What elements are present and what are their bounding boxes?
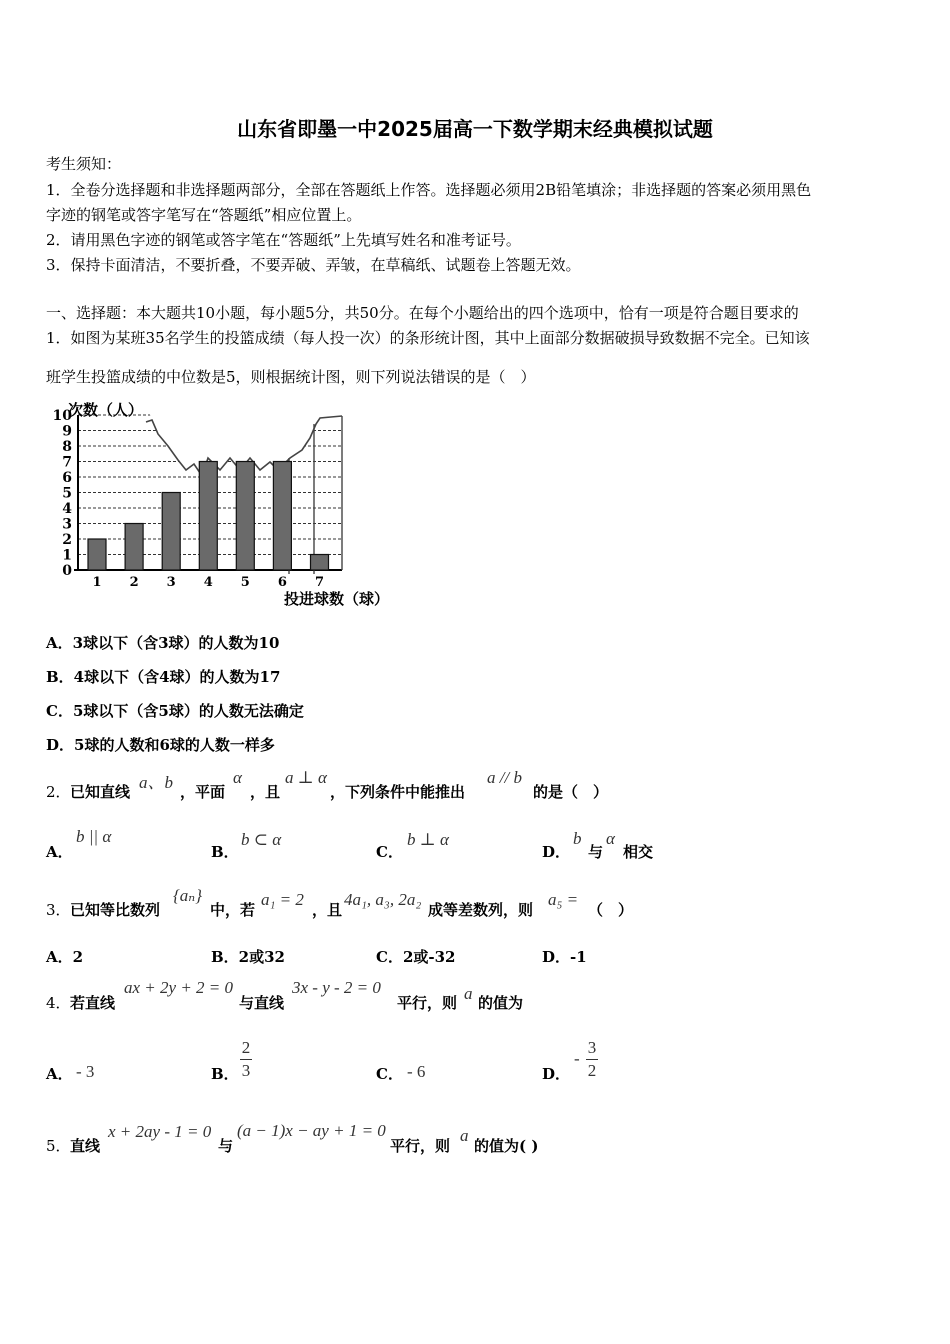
q4-option-a-math: - 3 bbox=[76, 1062, 95, 1081]
q4-text: 与直线 bbox=[239, 994, 285, 1012]
q4-text: 的值为 bbox=[478, 994, 524, 1012]
q2-option-d-label: D． bbox=[542, 843, 571, 861]
q2-option-d-text: 与 bbox=[588, 843, 604, 861]
fraction-numerator: 2 bbox=[241, 1038, 251, 1057]
q4-option-b-fraction bbox=[240, 1038, 252, 1081]
q3-text: 已知等比数列 bbox=[70, 901, 161, 919]
y-tick-label: 8 bbox=[62, 439, 72, 455]
q4-option-c-math: - 6 bbox=[407, 1062, 426, 1081]
bar-1 bbox=[88, 539, 106, 570]
notice-item: 字迹的钢笔或答字笔写在“答题纸”相应位置上。 bbox=[46, 206, 362, 224]
q2-math: a、b bbox=[139, 773, 173, 792]
q5-text: 平行，则 bbox=[390, 1137, 451, 1155]
fraction-denominator: 2 bbox=[587, 1061, 597, 1080]
q4-number: 4． bbox=[46, 994, 71, 1012]
q2-text: ，且 bbox=[250, 783, 281, 801]
q3-math: {aₙ} bbox=[173, 886, 202, 905]
q5-math: (a − 1)x − ay + 1 = 0 bbox=[237, 1121, 386, 1140]
q1-line2: 班学生投篮成绩的中位数是5，则根据统计图，则下列说法错误的是（ ） bbox=[46, 368, 536, 386]
q3-text: ，且 bbox=[312, 901, 343, 919]
x-tick-label: 3 bbox=[166, 575, 176, 590]
bar-7 bbox=[311, 555, 329, 571]
notice-item: 2．请用黑色字迹的钢笔或答字笔在“答题纸”上先填写姓名和准考证号。 bbox=[46, 231, 521, 249]
bar-2 bbox=[125, 524, 143, 571]
x-tick-label: 5 bbox=[240, 575, 250, 590]
bar-5 bbox=[236, 462, 254, 571]
q3-math: a₅ = bbox=[548, 890, 579, 909]
q1-option-a: A．3球以下（含3球）的人数为10 bbox=[46, 634, 280, 652]
q4-text: 若直线 bbox=[70, 994, 116, 1012]
q3-number: 3． bbox=[46, 901, 71, 919]
q2-option-d-math: α bbox=[606, 829, 615, 848]
fraction-denominator: 3 bbox=[241, 1061, 251, 1080]
y-tick-label: 6 bbox=[62, 470, 72, 486]
y-tick-label: 7 bbox=[62, 454, 72, 471]
x-tick-label: 1 bbox=[92, 575, 102, 590]
notice-heading: 考生须知： bbox=[46, 155, 122, 173]
chart-y-ticks bbox=[53, 408, 73, 579]
q4-option-d-label: D． bbox=[542, 1065, 571, 1083]
y-tick-label: 2 bbox=[62, 532, 72, 548]
bar-4 bbox=[199, 462, 217, 571]
y-tick-label: 9 bbox=[62, 423, 72, 440]
y-tick-label: 5 bbox=[62, 485, 72, 502]
q2-math: α bbox=[233, 768, 242, 787]
x-tick-label: 2 bbox=[129, 575, 139, 590]
q1-line1: 1．如图为某班35名学生的投篮成绩（每人投一次）的条形统计图，其中上面部分数据破损导致数据不完全。已知该 bbox=[46, 329, 810, 347]
chart-x-ticks bbox=[92, 575, 324, 590]
q2-option-c-label: C． bbox=[376, 843, 403, 861]
q2-option-c-math: b ⊥ α bbox=[407, 830, 449, 849]
q2-text: ，下列条件中能推出 bbox=[330, 783, 466, 801]
q5-text: 与 bbox=[218, 1137, 234, 1155]
y-tick-label: 4 bbox=[62, 501, 72, 517]
q3-text: （ ） bbox=[588, 901, 634, 919]
q3-math: 4a₁, a₃, 2a₂ bbox=[344, 890, 422, 909]
q3-option-d: D．-1 bbox=[542, 948, 587, 966]
y-tick-label: 0 bbox=[62, 563, 72, 579]
q2-option-b-math: b ⊂ α bbox=[241, 830, 282, 849]
bar-chart bbox=[44, 398, 414, 610]
fraction-bar bbox=[240, 1059, 252, 1060]
bar-3 bbox=[162, 493, 180, 571]
q4-option-c-label: C． bbox=[376, 1065, 403, 1083]
q5-text: 直线 bbox=[70, 1137, 101, 1155]
q2-math: a // b bbox=[487, 768, 522, 787]
q2-option-d-math: b bbox=[573, 829, 582, 848]
q4-math: a bbox=[464, 984, 473, 1003]
y-tick-label: 3 bbox=[62, 516, 72, 533]
q3-option-b: B．2或32 bbox=[211, 948, 285, 966]
q2-text: 的是（ ） bbox=[533, 783, 609, 801]
q4-option-d-fraction bbox=[586, 1038, 598, 1081]
q3-text: 成等差数列，则 bbox=[428, 901, 534, 919]
chart-y-label: 次数（人） bbox=[68, 401, 144, 419]
q2-number: 2． bbox=[46, 783, 71, 801]
chart-bars bbox=[88, 462, 329, 571]
page-title: 山东省即墨一中2025届高一下数学期末经典模拟试题 bbox=[237, 117, 713, 141]
q2-text: 已知直线 bbox=[70, 783, 131, 801]
q2-option-a-label: A． bbox=[46, 843, 73, 861]
q2-text: ，平面 bbox=[180, 783, 226, 801]
q3-text: 中，若 bbox=[210, 901, 256, 919]
q5-text: 的值为( ) bbox=[474, 1137, 539, 1155]
q5-number: 5． bbox=[46, 1137, 71, 1155]
y-tick-label: 10 bbox=[52, 408, 72, 424]
q2-option-a-math: b || α bbox=[76, 827, 112, 846]
q3-math: a₁ = 2 bbox=[261, 890, 304, 909]
q2-option-b-label: B． bbox=[211, 843, 239, 861]
fraction-bar bbox=[586, 1059, 598, 1060]
notice-item: 3．保持卡面清洁，不要折叠，不要弄破、弄皱，在草稿纸、试题卷上答题无效。 bbox=[46, 256, 581, 274]
q1-option-b: B．4球以下（含4球）的人数为17 bbox=[46, 668, 281, 686]
x-tick-label: 6 bbox=[277, 575, 287, 590]
q1-option-d: D．5球的人数和6球的人数一样多 bbox=[46, 736, 275, 754]
notice-item: 1．全卷分选择题和非选择题两部分，全部在答题纸上作答。选择题必须用2B铅笔填涂；非选择题的答案必须用黑色 bbox=[46, 181, 812, 199]
q4-option-a-label: A． bbox=[46, 1065, 73, 1083]
q4-option-d-sign: - bbox=[574, 1049, 580, 1068]
fraction-numerator: 3 bbox=[587, 1038, 597, 1057]
q4-option-b-label: B． bbox=[211, 1065, 239, 1083]
bar-6 bbox=[273, 462, 291, 571]
x-tick-label: 7 bbox=[314, 575, 325, 590]
q4-text: 平行，则 bbox=[397, 994, 458, 1012]
q1-option-c: C．5球以下（含5球）的人数无法确定 bbox=[46, 702, 304, 720]
y-tick-label: 1 bbox=[62, 547, 72, 564]
q3-option-a: A．2 bbox=[46, 948, 84, 966]
q2-option-d-text: 相交 bbox=[623, 843, 654, 861]
q3-option-c: C．2或-32 bbox=[376, 948, 456, 966]
section-heading: 一、选择题：本大题共10小题，每小题5分，共50分。在每个小题给出的四个选项中，恰有一项是符合题目要求的 bbox=[46, 304, 799, 322]
q4-math: 3x - y - 2 = 0 bbox=[292, 978, 381, 997]
q4-math: ax + 2y + 2 = 0 bbox=[124, 978, 234, 997]
chart-x-label: 投进球数（球） bbox=[284, 590, 390, 608]
q2-math: a ⊥ α bbox=[285, 768, 327, 787]
q5-math: x + 2ay - 1 = 0 bbox=[108, 1122, 212, 1141]
q5-math: a bbox=[460, 1126, 469, 1145]
x-tick-label: 4 bbox=[203, 575, 213, 590]
